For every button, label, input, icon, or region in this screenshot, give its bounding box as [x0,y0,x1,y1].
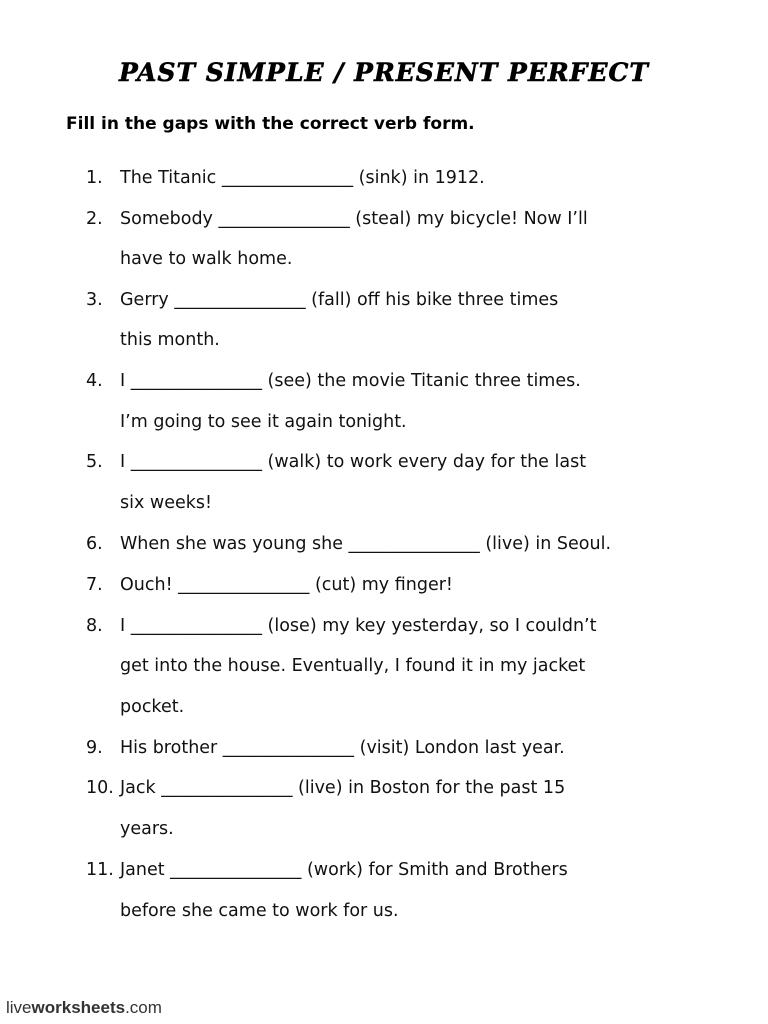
item-text-line: I _______________ (walk) to work every day for the last [120,452,587,472]
item-text-line: Gerry _______________ (fall) off his bike three times [120,290,559,310]
item-number: 11. [86,860,114,880]
item-text-line: I _______________ (lose) my key yesterday, so I couldn’t [120,616,597,636]
item-text-line: pocket. [120,697,185,717]
item-text-line: this month. [120,330,220,350]
page-title: PAST SIMPLE / PRESENT PERFECT [119,58,649,87]
item-number: 6. [86,534,103,554]
item-number: 10. [86,778,114,798]
item-number: 1. [86,168,103,188]
instruction-text: Fill in the gaps with the correct verb form. [66,114,475,134]
watermark-suffix: .com [125,998,162,1017]
item-text-line: I’m going to see it again tonight. [120,412,407,432]
item-text-line: Ouch! _______________ (cut) my finger! [120,575,453,595]
watermark-prefix: live [6,998,32,1017]
item-text-line: get into the house. Eventually, I found it in my jacket [120,656,586,676]
item-text-line: years. [120,819,174,839]
item-text-line: have to walk home. [120,249,293,269]
item-text-line: six weeks! [120,493,213,513]
item-number: 8. [86,616,103,636]
item-number: 5. [86,452,103,472]
item-number: 3. [86,290,103,310]
item-number: 7. [86,575,103,595]
site-watermark[interactable] [6,998,162,1018]
item-number: 9. [86,738,103,758]
watermark-brand: worksheets [31,998,126,1017]
item-number: 2. [86,209,103,229]
item-text-line: before she came to work for us. [120,901,399,921]
item-text-line: The Titanic _______________ (sink) in 1912. [120,168,485,188]
item-text-line: Somebody _______________ (steal) my bicycle! Now I’ll [120,209,588,229]
item-text-line: His brother _______________ (visit) London last year. [120,738,565,758]
item-text-line: Janet _______________ (work) for Smith and Brothers [120,860,568,880]
item-number: 4. [86,371,103,391]
item-text-line: I _______________ (see) the movie Titanic three times. [120,371,581,391]
item-text-line: Jack _______________ (live) in Boston for the past 15 [120,778,566,798]
item-text-line: When she was young she _______________ (live) in Seoul. [120,534,612,554]
